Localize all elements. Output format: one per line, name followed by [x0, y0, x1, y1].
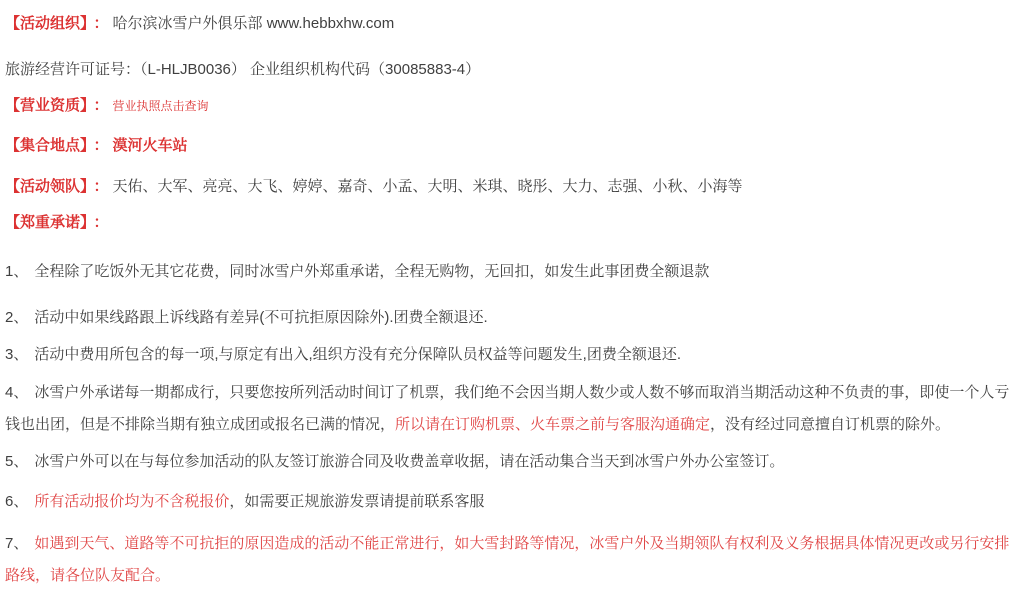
organizer-line [5, 14, 1018, 34]
promise-item-2-number: 2、 [5, 309, 29, 326]
organizer-label: 【活动组织】 [5, 15, 88, 32]
business-qualification-line [5, 96, 1018, 116]
promise-header-colon: ： [93, 214, 109, 231]
promise-item-6-highlight: 所有活动报价均为不含税报价 [34, 493, 230, 510]
meeting-point-colon: ： [93, 137, 109, 154]
promise-item-4-number: 4、 [5, 384, 29, 401]
promise-item-6-text-end: ，如需要正规旅游发票请提前联系客服 [229, 493, 485, 510]
promise-item-3-text: 活动中费用所包含的每一项,与原定有出入,组织方没有充分保障队员权益等问题发生,团费全额退还. [34, 346, 682, 363]
organizer-colon: ： [93, 15, 109, 32]
promise-item-6-number: 6、 [5, 493, 29, 510]
promise-item-7-number: 7、 [5, 535, 29, 552]
license-line [5, 60, 1018, 80]
promise-item-2-text: 活动中如果线路跟上诉线路有差异(不可抗拒原因除外).团费全额退还. [34, 309, 488, 326]
promise-item-4-highlight: 所以请在订购机票、火车票之前与客服沟通确定 [395, 416, 711, 433]
business-qualification-colon: ： [93, 97, 109, 114]
promise-header-line [5, 213, 1018, 233]
leaders-value: 天佑、大军、亮亮、大飞、婷婷、嘉奇、小孟、大明、米琪、晓彤、大力、志强、小秋、小海等 [112, 178, 743, 195]
promise-item-7 [5, 528, 1018, 592]
promise-item-1-text: 全程除了吃饭外无其它花费，同时冰雪户外郑重承诺，全程无购物，无回扣，如发生此事团费全额退款 [34, 263, 710, 280]
organizer-value: 哈尔滨冰雪户外俱乐部 www.hebbxhw.com [112, 15, 395, 32]
leaders-label: 【活动领队】 [5, 178, 88, 195]
promise-item-4-text-start: 冰雪户外承诺每一期都成行，只要您按所列活动时间订了机票，我们绝不会因当期人数少或人数不够而取消当期活动这种不负责的事，即使一个人亏钱也出团，但是不排除当期有独立成团或报名已满的情况， [5, 384, 1010, 433]
leaders-colon: ： [93, 178, 109, 195]
meeting-point-line [5, 136, 1018, 156]
promise-item-6 [5, 492, 1018, 512]
meeting-point-label: 【集合地点】 [5, 137, 88, 154]
leaders-line [5, 177, 1018, 197]
promise-header-label: 【郑重承诺】 [5, 214, 88, 231]
promise-item-7-highlight: 如遇到天气、道路等不可抗拒的原因造成的活动不能正常进行，如大雪封路等情况，冰雪户外及当期领队有权利及义务根据具体情况更改或另行安排路线，请各位队友配合。 [5, 535, 1010, 584]
promise-item-2 [5, 308, 1018, 328]
promise-item-5-text: 冰雪户外可以在与每位参加活动的队友签订旅游合同及收费盖章收据，请在活动集合当天到冰雪户外办公室签订。 [34, 453, 785, 470]
promise-item-5 [5, 452, 1018, 472]
promise-item-3 [5, 345, 1018, 365]
promise-item-3-number: 3、 [5, 346, 29, 363]
business-license-link[interactable]: 营业执照点击查询 [112, 99, 209, 113]
promise-item-5-number: 5、 [5, 453, 29, 470]
promise-item-1 [5, 262, 1018, 282]
promise-item-4 [5, 377, 1018, 441]
business-qualification-label: 【营业资质】 [5, 97, 88, 114]
promise-item-4-text-end: ，没有经过同意擅自订机票的除外。 [710, 416, 951, 433]
promise-item-1-number: 1、 [5, 263, 29, 280]
license-text: 旅游经营许可证号：（L-HLJB0036） 企业组织机构代码（30085883-4） [5, 61, 481, 78]
meeting-point-value: 漠河火车站 [112, 137, 188, 154]
